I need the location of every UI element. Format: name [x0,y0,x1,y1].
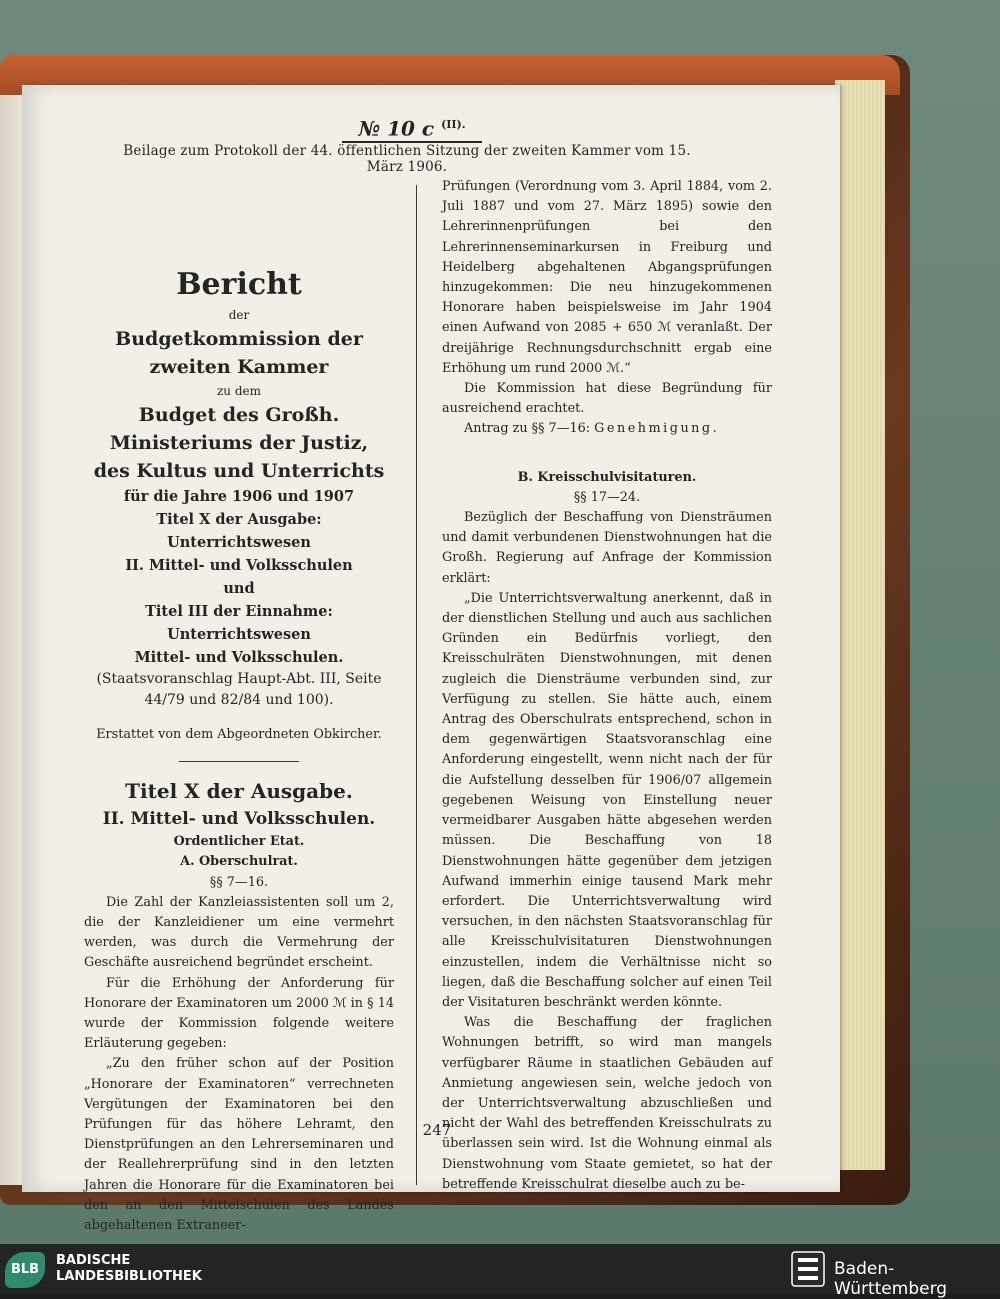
page-number: 247 [422,1121,452,1139]
paragraph-honorare: Für die Erhöhung der Anforderung für Honorare der Examinatoren um 2000 ℳ in § 14 wurde der Kommission folgende weitere Erläuterung gegeben: [84,975,394,1052]
budget-line-2: des Kultus und Unterrichts [93,460,385,482]
paragraph-range-a: §§ 7—16. [209,874,269,890]
paragraph-wohnungen: Was die Beschaffung der fraglichen Wohnungen betrifft, so wird man mangels verfügbarer Räume in staatlichen Gebäuden auf Anmietung angewiesen sein, welche jedoch von der Unterrichtsverwaltung abzuschließen und nicht der Wahl des betreffenden Kreisschulrats zu überlassen sein wird. Ist die Wohnung einmal als Dienstwohnung vom Staate gemietet, so hat der betreffende Kreisschulrat dieselbe auch zu be- [442,1015,772,1192]
budget-line-1: Budget des Großh. Ministeriums der Justiz, [109,404,369,454]
beilage-line: Beilage zum Protokoll der 44. öffentlichen Sitzung der zweiten Kammer vom 15. März 1906. [123,143,691,175]
paragraph-quote-start: „Zu den früher schon auf der Position „Honorare der Examinatoren“ verrechneten Vergütungen der Examinatoren bei den Prüfungen für das höhere Lehramt, den Dienstprüfungen an den Lehrerseminaren und der Reallehrerprüfung sind in den letzten Jahren die Honorare für die Examinatoren bei den an den Mittelschulen des Landes abgehaltenen Extraneer- [84,1056,394,1234]
paragraph-pruefungen: Prüfungen (Verordnung vom 3. April 1884, vom 2. Juli 1887 und vom 27. März 1895) sowie den Lehrerinnenprüfungen bei den Lehrerinnenseminarkursen in Freiburg und Heidelberg abgehaltenen Abgangsprüfungen hinzugekommen: Die neu hinzugekommenen Honorare haben beispielsweise im Jahr 1904 einen Aufwand von 2085 + 650 ℳ veranlaßt. Der dreijährige Rechnungsdurchschnitt ergab eine Erhöhung um rund 2000 ℳ.“ [442,179,772,376]
erstattet-line: Erstattet von dem Abgeordneten Obkircher. [96,727,382,742]
paragraph-range-b: §§ 17—24. [573,489,641,505]
titel-iii-line: Titel III der Einnahme: Unterrichtswesen [145,603,333,643]
bw-crest-icon [790,1250,826,1288]
subsection-a: A. Oberschulrat. [180,854,298,870]
titel-x-sub: II. Mittel- und Volksschulen [125,557,353,574]
budget-commission: Budgetkommission der zweiten Kammer [115,328,363,378]
blb-logo[interactable]: BLB [5,1252,45,1288]
document-page [22,85,840,1234]
right-column [442,177,772,1195]
subsection-b: B. Kreisschulvisitaturen. [517,469,697,485]
etat-heading: Ordentlicher Etat. [173,834,305,850]
years-line: für die Jahre 1906 und 1907 [123,488,355,505]
column-divider [416,185,417,1185]
blb-name[interactable]: BADISCHE LANDESBIBLIOTHEK [56,1253,202,1284]
footer-bar [0,1244,1000,1299]
paragraph-kommission: Die Kommission hat diese Begründung für ausreichend erachtet. [442,381,772,417]
document-number: № 10 c $^{(II).}$ [342,113,482,143]
zu-dem: zu dem [216,384,262,398]
titel-x-line: Titel X der Ausgabe: Unterrichtswesen [156,511,322,551]
report-der: der [228,308,250,322]
und-line: und [223,580,255,597]
baden-wuerttemberg-label[interactable]: Baden-Württemberg [834,1259,948,1299]
left-column [84,265,394,1236]
report-title: Bericht [176,267,302,302]
antrag-line: Antrag zu §§ 7—16: Genehmigung. [464,421,720,437]
section-title: Titel X der Ausgabe. [125,779,353,804]
staatsvoranschlag: (Staatsvoranschlag Haupt-Abt. III, Seite 44/79 und 82/84 und 100). [96,671,382,708]
section-rule [179,761,299,762]
paragraph-kanzlei: Die Zahl der Kanzleiassistenten soll um 2, die der Kanzleidiener um eine vermehrt werden, was durch die Vermehrung der Geschäfte ausreichend begründet erscheint. [84,894,394,971]
paragraph-unterrichtsverwaltung: „Die Unterrichtsverwaltung anerkennt, daß in der dienstlichen Stellung und auch aus sachlichen Gründen ein Bedürfnis vorliegt, den Kreisschulräten Dienstwohnungen, mit denen zugleich die Diensträume verbunden sind, zur Verfügung zu stellen. Sie hätte auch, einem Antrag des Oberschulrats entsprechend, schon in dem gegenwärtigen Staatsvoranschlag eine Anforderung eingestellt, wenn nicht nach der für die Aufstellung desselben für 1906/07 allgemein gegebenen Weisung von Einstellung neuer vermeidbarer Ausgaben hätte abgesehen werden müssen. Die Beschaffung von 18 Dienstwohnungen hätte gegenüber dem jetzigen Aufwand immerhin einige tausend Mark mehr erfordert. Die Unterrichtsverwaltung wird versuchen, in den nächsten Staatsvoranschlag für alle Kreisschulvisitaturen Dienstwohnungen einzustellen, indem die Verhältnisse nicht so liegen, daß die Beschaffung solcher auf einen Teil der Visitaturen beschränkt werden könnte. [442,590,772,1010]
titel-iii-sub: Mittel- und Volksschulen. [134,649,344,666]
section-subtitle: II. Mittel- und Volksschulen. [102,809,376,830]
page-edges [835,80,885,1170]
paragraph-dienstraeume: Bezüglich der Beschaffung von Diensträumen und damit verbundenen Dienstwohnungen hat die Großh. Regierung auf Anfrage der Kommission erklärt: [442,510,772,586]
